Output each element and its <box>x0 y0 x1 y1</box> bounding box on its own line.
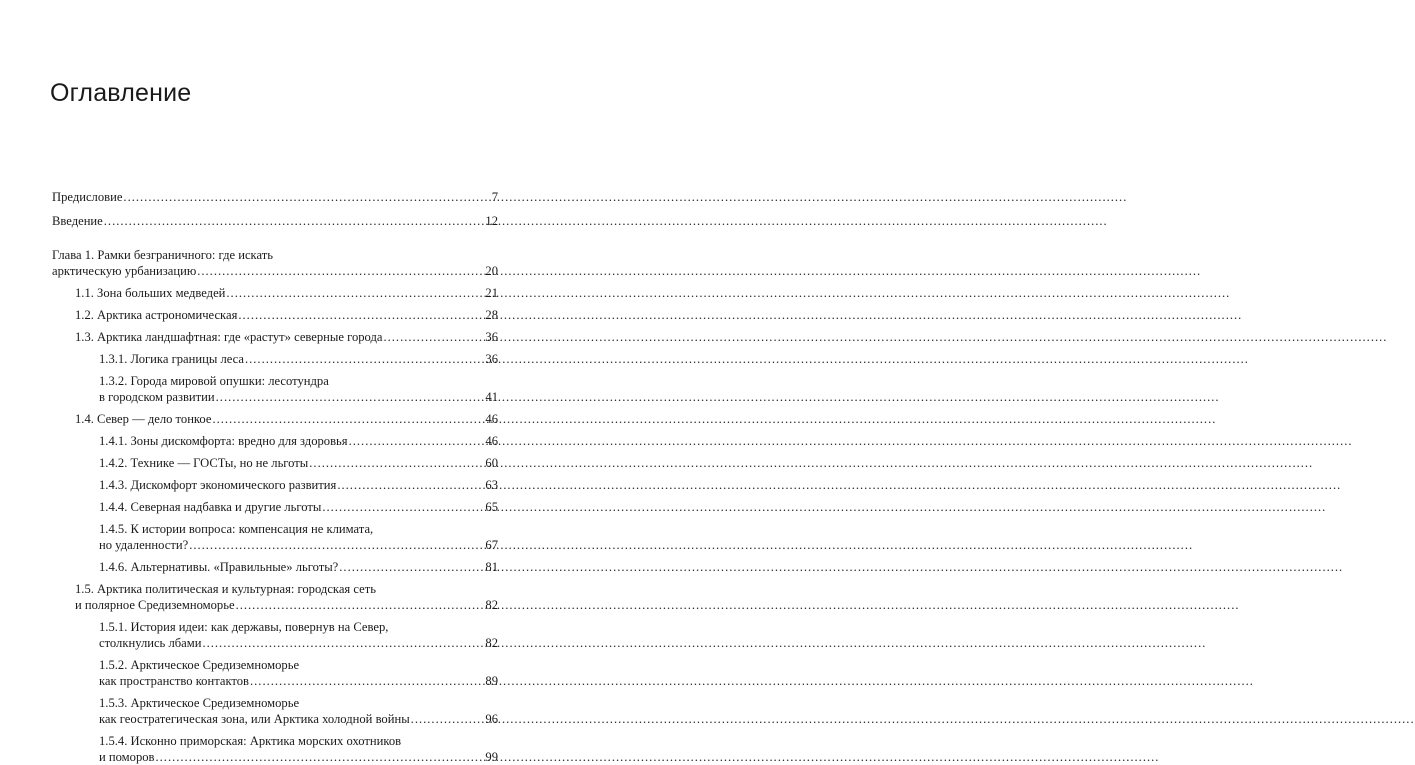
toc-entry[interactable] <box>52 307 498 323</box>
table-of-contents <box>52 183 498 765</box>
dot-leader <box>309 455 484 471</box>
toc-entry[interactable] <box>52 521 498 553</box>
toc-entry-title-line: 1.4.6. Альтернативы. «Правильные» льготы? <box>99 560 339 574</box>
toc-entry-title-line: 1.4.2. Технике — ГОСТы, но не льготы <box>99 456 309 470</box>
toc-entry[interactable] <box>52 411 498 427</box>
toc-entry[interactable] <box>52 499 498 515</box>
toc-entry-title-line: 1.4.3. Дискомфорт экономического развития <box>99 478 337 492</box>
dot-leader <box>197 263 484 279</box>
dot-leader <box>383 329 484 345</box>
toc-entry-title-line: Предисловие <box>52 190 123 204</box>
toc-entry-title-line: Глава 1. Рамки безграничного: где искать <box>52 248 273 262</box>
toc-entry[interactable] <box>52 189 498 205</box>
toc-entry[interactable] <box>52 433 498 449</box>
dot-leader <box>189 537 484 553</box>
toc-page-number: 46 <box>485 412 498 426</box>
dot-leader <box>245 351 484 367</box>
toc-entry-title-line: столкнулись лбами <box>99 636 202 650</box>
dot-leader <box>238 307 484 323</box>
toc-page-number: 81 <box>485 560 498 574</box>
toc-entry-title-line: 1.3.2. Города мировой опушки: лесотундра <box>99 374 329 388</box>
toc-entry-title-line: 1.4. Север — дело тонкое <box>75 412 212 426</box>
toc-page-number: 36 <box>485 352 498 366</box>
toc-entry-title-line: 1.5. Арктика политическая и культурная: городская сеть <box>75 582 376 596</box>
toc-entry[interactable] <box>52 559 498 575</box>
toc-entry[interactable] <box>52 247 498 279</box>
dot-leader <box>216 389 485 405</box>
toc-entry-title-line: но удаленности? <box>99 538 189 552</box>
toc-entry-title-line: Введение <box>52 214 103 228</box>
dot-leader <box>250 673 484 689</box>
dot-leader <box>337 477 484 493</box>
toc-entry-title-line: 1.5.2. Арктическое Средиземноморье <box>99 658 300 672</box>
toc-entry-title-line: 1.3.1. Логика границы леса <box>99 352 244 366</box>
toc-entry[interactable] <box>52 657 498 689</box>
toc-entry-title-line: 1.4.4. Северная надбавка и другие льготы <box>99 500 322 514</box>
toc-entry-title-line: 1.5.4. Исконно приморская: Арктика морских охотников <box>99 734 402 748</box>
dot-leader <box>322 499 484 515</box>
toc-page-number: 7 <box>491 190 498 204</box>
toc-entry[interactable] <box>52 329 498 345</box>
toc-entry[interactable] <box>52 695 498 727</box>
dot-leader <box>202 635 484 651</box>
dot-leader <box>349 433 485 449</box>
toc-page-number: 96 <box>485 712 498 726</box>
toc-entry[interactable] <box>52 351 498 367</box>
toc-entry[interactable] <box>52 581 498 613</box>
toc-page-number: 82 <box>485 636 498 650</box>
toc-entry[interactable] <box>52 733 498 765</box>
dot-leader <box>411 711 485 727</box>
toc-page-number: 41 <box>485 390 498 404</box>
page-title: Оглавление <box>50 78 192 107</box>
toc-entry-title-line: 1.5.3. Арктическое Средиземноморье <box>99 696 300 710</box>
dot-leader <box>212 411 484 427</box>
toc-entry-title-line: и поморов <box>99 750 155 764</box>
toc-entry[interactable] <box>52 477 498 493</box>
toc-page-number: 46 <box>485 434 498 448</box>
dot-leader <box>156 749 485 765</box>
toc-page-number: 12 <box>485 214 498 228</box>
toc-page-number: 36 <box>485 330 498 344</box>
toc-entry[interactable] <box>52 285 498 301</box>
dot-leader <box>226 285 484 301</box>
toc-page-number: 21 <box>485 286 498 300</box>
toc-page-number: 20 <box>485 264 498 278</box>
toc-entry-title-line: арктическую урбанизацию <box>52 264 197 278</box>
dot-leader <box>104 213 485 229</box>
toc-page-number: 63 <box>485 478 498 492</box>
toc-page-number: 60 <box>485 456 498 470</box>
toc-entry-title-line: как геостратегическая зона, или Арктика холодной войны <box>99 712 410 726</box>
dot-leader <box>123 189 490 205</box>
toc-page-number: 28 <box>485 308 498 322</box>
toc-entry[interactable] <box>52 213 498 229</box>
toc-page-number: 89 <box>485 674 498 688</box>
dot-leader <box>339 559 484 575</box>
toc-entry-title-line: 1.4.1. Зоны дискомфорта: вредно для здоровья <box>99 434 348 448</box>
toc-entry-title-line: 1.3. Арктика ландшафтная: где «растут» северные города <box>75 330 383 344</box>
toc-entry-title-line: 1.1. Зона больших медведей <box>75 286 226 300</box>
toc-entry-title-line: и полярное Средиземноморье <box>75 598 235 612</box>
toc-entry-title-line: как пространство контактов <box>99 674 249 688</box>
toc-page-number: 82 <box>485 598 498 612</box>
toc-entry-title-line: в городском развитии <box>99 390 215 404</box>
toc-entry[interactable] <box>52 619 498 651</box>
toc-page-number: 67 <box>485 538 498 552</box>
toc-page-number: 65 <box>485 500 498 514</box>
toc-entry-title-line: 1.5.1. История идеи: как державы, повернув на Север, <box>99 620 389 634</box>
toc-page-number: 99 <box>485 750 498 764</box>
toc-entry-title-line: 1.2. Арктика астрономическая <box>75 308 238 322</box>
toc-entry-title-line: 1.4.5. К истории вопроса: компенсация не климата, <box>99 522 374 536</box>
toc-entry[interactable] <box>52 373 498 405</box>
toc-entry[interactable] <box>52 455 498 471</box>
dot-leader <box>236 597 485 613</box>
